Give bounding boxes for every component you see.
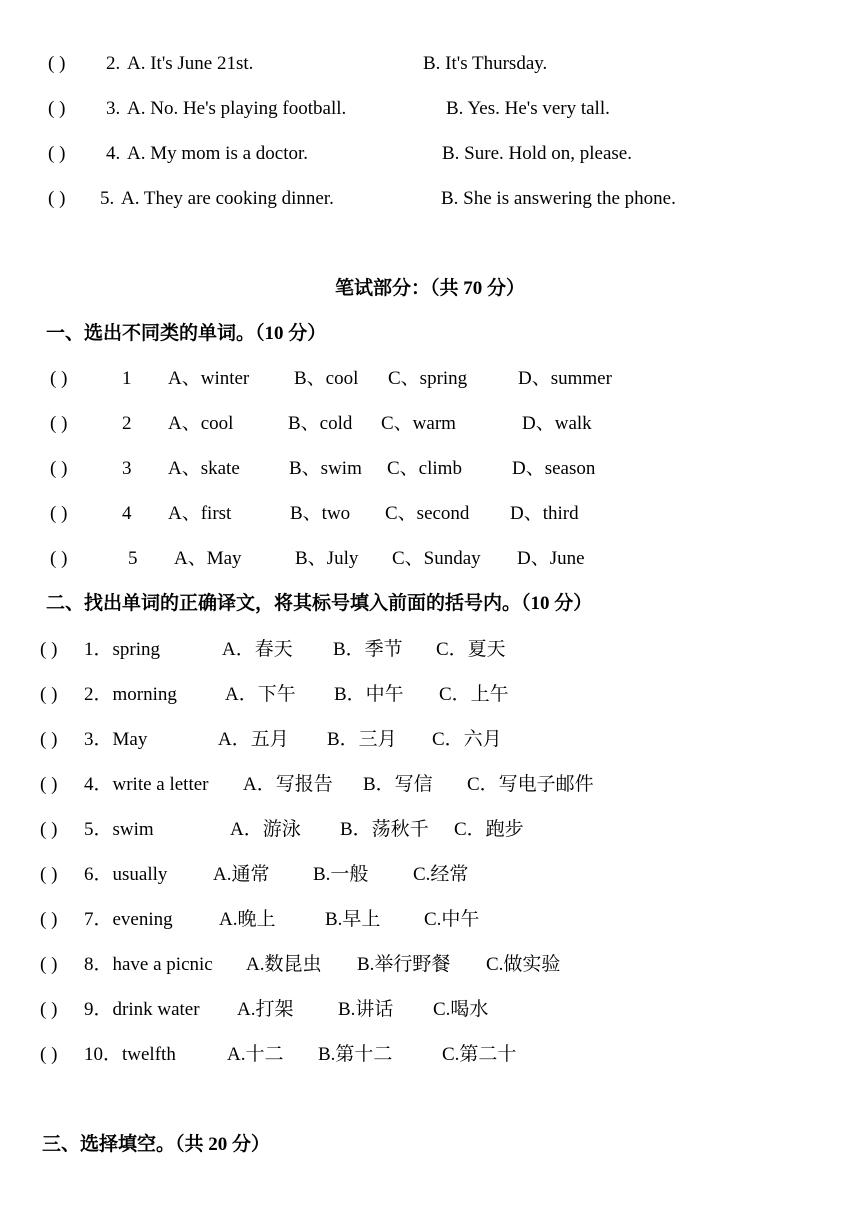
option-c: C.做实验	[486, 954, 561, 975]
exam-page: ( ) 2. A. It's June 21st. B. It's Thursday. ( ) 3. A. No. He's playing football. B. Yes. He's very tall. ( ) 4. A. My mom is a doctor. B. Sure. Hold on, please. ( ) 5. A. They are cooking dinner. B. She is answering the phone. 笔试部分：（共 70 分） 一、选出不同类的单词。（10 分） ( ) 1 A、winter B、cool C、spring D、summer ( ) 2 A、cool B、cold C、warm D、walk ( ) 3 A、skate B、swim C、climb D、season ( ) 4 A、first B、two C、second D、third ( ) 5 A、May B、July C、Sunday D、June 二、找出单词的正确译文，将其标号填入前面的括号内。（10 分） ( ) 1．spring A．春天 B．季节 C．夏天 ( ) 2．morning A．下午 B．中午 C．上午 ( ) 3．May A．五月 B．三月 C．六月 ( ) 4．write a letter A．写报告 B．写信 C．写电子邮件 ( ) 5．swim A．游泳 B．荡秋千 C．跑步 ( ) 6．usually A.通常 B.一般 C.经常 ( ) 7．evening A.晚上 B.早上 C.中午 ( ) 8．have a picnic A.数昆虫 B.举行野餐 C.做实验 ( ) 9．drink water A.打架 B.讲话 C.喝水 ( ) 10．twelfth A.十二 B.第十二 C.第二十 三、选择填空。（共 20 分）	[0, 0, 860, 1216]
option-a: A. My mom is a doctor.	[127, 143, 309, 164]
answer-blank: ( )	[40, 774, 58, 795]
option-c: C、climb	[387, 458, 462, 479]
option-c: C、second	[385, 503, 470, 524]
option-b: B. Sure. Hold on, please.	[442, 143, 632, 164]
item-number: 5	[128, 548, 138, 569]
option-a: A、first	[168, 503, 232, 524]
option-b: B、cold	[288, 413, 353, 434]
option-d: D、third	[510, 503, 579, 524]
answer-blank: ( )	[40, 864, 58, 885]
option-a: A．游泳	[230, 819, 301, 840]
answer-blank: ( )	[50, 368, 68, 389]
option-b: B、July	[295, 548, 359, 569]
item-number: 2	[122, 413, 132, 434]
option-d: D、season	[512, 458, 596, 479]
option-a: A.数昆虫	[246, 954, 322, 975]
answer-blank: ( )	[50, 413, 68, 434]
option-c: C．写电子邮件	[467, 774, 594, 795]
word: 10．twelfth	[84, 1044, 176, 1065]
option-b: B．中午	[334, 684, 404, 705]
word: 6．usually	[84, 864, 168, 885]
option-c: C、spring	[388, 368, 468, 389]
option-a: A、cool	[168, 413, 234, 434]
word: 1．spring	[84, 639, 161, 660]
option-b: B．写信	[363, 774, 433, 795]
option-b: B、cool	[294, 368, 359, 389]
answer-blank: ( )	[48, 143, 66, 164]
option-d: D、summer	[518, 368, 612, 389]
option-c: C、Sunday	[392, 548, 481, 569]
option-d: D、June	[517, 548, 585, 569]
answer-blank: ( )	[40, 909, 58, 930]
option-a: A. No. He's playing football.	[127, 98, 347, 119]
answer-blank: ( )	[50, 503, 68, 524]
answer-blank: ( )	[40, 954, 58, 975]
option-b: B. It's Thursday.	[423, 53, 548, 74]
option-a: A、skate	[168, 458, 240, 479]
option-c: C.第二十	[442, 1044, 517, 1065]
option-b: B.第十二	[318, 1044, 393, 1065]
option-b: B.讲话	[338, 999, 394, 1020]
option-c: C.中午	[424, 909, 480, 930]
option-a: A、winter	[168, 368, 250, 389]
option-a: A.晚上	[219, 909, 276, 930]
option-a: A.打架	[237, 999, 294, 1020]
option-c: C．跑步	[454, 819, 524, 840]
option-c: C.经常	[413, 864, 469, 885]
option-a: A．春天	[222, 639, 293, 660]
option-a: A.通常	[213, 864, 270, 885]
answer-blank: ( )	[40, 639, 58, 660]
option-c: C．上午	[439, 684, 509, 705]
item-number: 1	[122, 368, 132, 389]
word: 9．drink water	[84, 999, 200, 1020]
option-d: D、walk	[522, 413, 592, 434]
word: 3．May	[84, 729, 148, 750]
answer-blank: ( )	[48, 53, 66, 74]
option-a: A．写报告	[243, 774, 333, 795]
word: 2．morning	[84, 684, 177, 705]
item-number: 3	[122, 458, 132, 479]
answer-blank: ( )	[40, 684, 58, 705]
option-b: B.早上	[325, 909, 381, 930]
written-part-title: 笔试部分：（共 70 分）	[334, 278, 525, 299]
word: 5．swim	[84, 819, 154, 840]
option-b: B、swim	[289, 458, 362, 479]
option-b: B．季节	[333, 639, 403, 660]
option-b: B.举行野餐	[357, 954, 451, 975]
answer-blank: ( )	[48, 98, 66, 119]
answer-blank: ( )	[48, 188, 66, 209]
option-c: C.喝水	[433, 999, 489, 1020]
option-c: C、warm	[381, 413, 456, 434]
word: 8．have a picnic	[84, 954, 213, 975]
option-a: A．五月	[218, 729, 289, 750]
answer-blank: ( )	[50, 548, 68, 569]
option-a: A. It's June 21st.	[127, 53, 254, 74]
option-b: B.一般	[313, 864, 369, 885]
item-number: 4	[122, 503, 132, 524]
item-number: 2.	[106, 53, 121, 74]
item-number: 3.	[106, 98, 121, 119]
option-b: B．荡秋千	[340, 819, 429, 840]
option-b: B. Yes. He's very tall.	[446, 98, 610, 119]
option-a: A、May	[174, 548, 242, 569]
option-c: C．六月	[432, 729, 502, 750]
answer-blank: ( )	[40, 819, 58, 840]
option-a: A. They are cooking dinner.	[121, 188, 334, 209]
option-c: C．夏天	[436, 639, 506, 660]
answer-blank: ( )	[50, 458, 68, 479]
option-a: A.十二	[227, 1044, 284, 1065]
item-number: 5.	[100, 188, 115, 209]
word: 4．write a letter	[84, 774, 209, 795]
option-b: B．三月	[327, 729, 397, 750]
answer-blank: ( )	[40, 1044, 58, 1065]
answer-blank: ( )	[40, 729, 58, 750]
option-a: A．下午	[225, 684, 296, 705]
item-number: 4.	[106, 143, 121, 164]
word: 7．evening	[84, 909, 173, 930]
option-b: B. She is answering the phone.	[441, 188, 676, 209]
answer-blank: ( )	[40, 999, 58, 1020]
option-b: B、two	[290, 503, 351, 524]
